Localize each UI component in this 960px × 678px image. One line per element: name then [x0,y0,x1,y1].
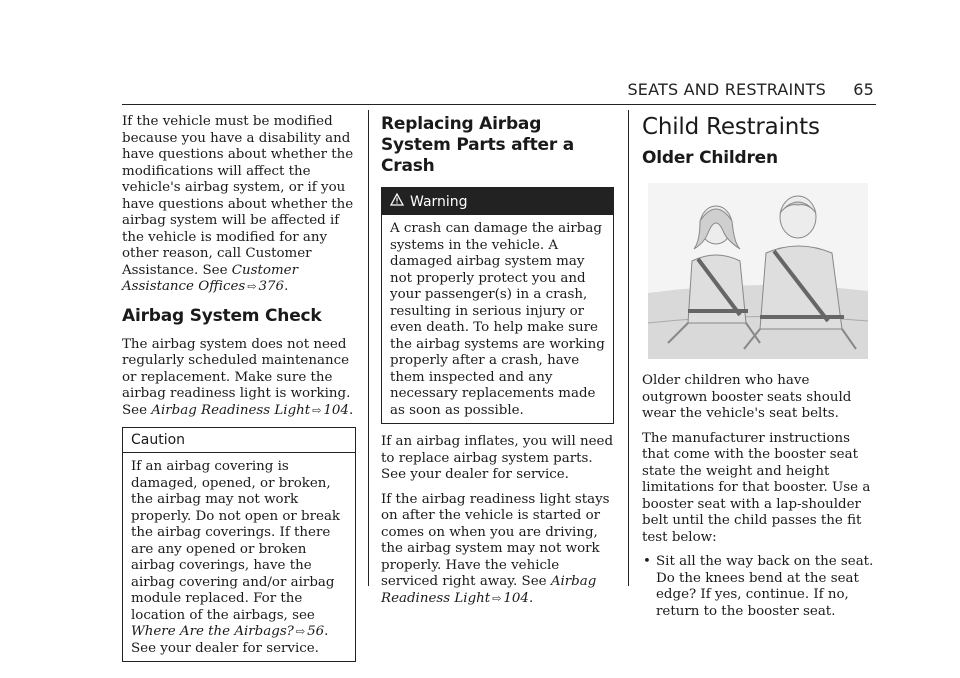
child-restraints-title: Child Restraints [642,114,820,140]
inflate-paragraph: If an airbag inflates, you will need to replace airbag system parts. See your dealer for service. [381,434,614,482]
list-item: • Sit all the way back on the seat. Do the knees bend at the seat edge? If yes, continue. If no, return to the booster seat. [643,554,874,619]
caution-text: If an airbag covering is damaged, opened, or broken, the airbag may not work properly. Do not open or break the airbag coverings. If there are any opened or broken airbag coverings, have the airbag covering and/or airbag module replaced. For the location of the airbags, see Where Are the Airbags? ⇨ 56. See your dealer for service. [131,459,341,656]
xref-customer-assistance[interactable]: Customer Assistance Offices ⇨ 376 [122,262,298,294]
warning-box [381,187,614,424]
xref-where-are-airbags[interactable]: Where Are the Airbags? ⇨ 56 [131,624,325,639]
children-seatbelt-illustration [648,183,868,359]
fit-test-list [642,554,878,620]
bullet-icon: • [643,554,651,569]
xref-arrow-icon: ⇨ [312,403,322,417]
column-1 [122,114,356,662]
manufacturer-paragraph: The manufacturer instructions that come with the booster seat state the weight and height limitations for that booster. Use a booster seat with a lap-shoulder belt until the child passes the fit test below: [642,430,871,545]
readiness-light-paragraph: If the airbag readiness light stays on after the vehicle is started or comes on when you are driving, the airbag system may not work properly. Have the vehicle serviced right away. See Airbag Readiness Light ⇨ 104. [381,491,610,606]
caution-box [122,427,356,662]
running-header [627,80,874,99]
column-divider [628,110,629,586]
replacing-parts-heading: Replacing Airbag System Parts after a Crash [381,114,575,176]
xref-airbag-readiness-light-2[interactable]: Airbag Readiness Light ⇨ 104 [381,574,597,606]
airbag-system-check-heading: Airbag System Check [122,305,322,326]
xref-airbag-readiness-light[interactable]: Airbag Readiness Light ⇨ 104 [151,402,349,418]
xref-arrow-icon: ⇨ [492,591,502,605]
header-rule [122,104,876,105]
modification-paragraph: If the vehicle must be modified because you have a disability and have questions about whether the modifications will affect the vehicle's airbag system, or if you have questions about whether the airbag system will be affected if the vehicle is modified for any other reason, call Customer Assistance. See Customer Assistance Offices ⇨ 376. [122,114,354,294]
older-children-heading: Older Children [642,148,778,168]
warning-label: Warning [410,193,468,210]
section-title: SEATS AND RESTRAINTS [627,80,826,99]
column-divider [368,110,369,586]
page-number: 65 [853,80,874,99]
xref-arrow-icon: ⇨ [247,280,257,293]
caution-label: Caution [123,428,355,453]
warning-triangle-icon [390,193,404,210]
warning-text: A crash can damage the airbag systems in the vehicle. A damaged airbag system may not properly protect you and your passenger(s) in a crash, resulting in serious injury or even death. To help make sure the airbag systems are working properly after a crash, have them inspected and any necessary replacements made as soon as possible. [390,221,605,418]
older-children-paragraph: Older children who have outgrown booster seats should wear the vehicle's seat belts. [642,373,852,421]
column-3 [642,114,878,620]
xref-arrow-icon: ⇨ [295,625,306,638]
airbag-check-paragraph: The airbag system does not need regularly scheduled maintenance or replacement. Make sure the airbag readiness light is working. See Airbag Readiness Light ⇨ 104. [122,336,354,418]
column-2 [381,114,614,615]
